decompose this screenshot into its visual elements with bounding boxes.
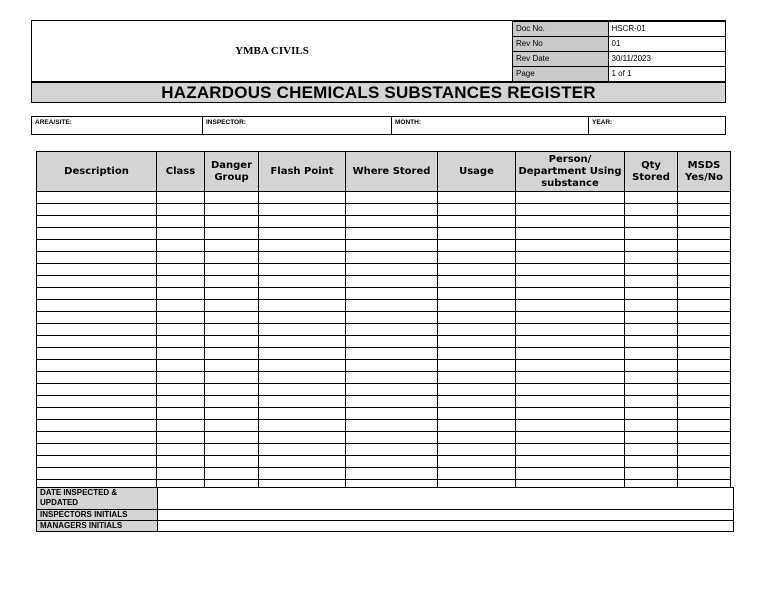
table-cell[interactable] bbox=[438, 312, 516, 324]
signoff-row bbox=[37, 510, 734, 521]
table-cell[interactable] bbox=[346, 336, 438, 348]
table-cell[interactable] bbox=[346, 300, 438, 312]
table-cell[interactable] bbox=[157, 204, 205, 216]
table-cell[interactable] bbox=[205, 372, 259, 384]
table-cell[interactable] bbox=[157, 396, 205, 408]
table-cell[interactable] bbox=[346, 276, 438, 288]
table-cell[interactable] bbox=[625, 240, 678, 252]
table-cell[interactable] bbox=[157, 444, 205, 456]
inspectors-initials-field[interactable] bbox=[158, 510, 734, 521]
table-row bbox=[37, 312, 731, 324]
table-cell[interactable] bbox=[157, 360, 205, 372]
table-row bbox=[37, 468, 731, 480]
table-cell[interactable] bbox=[37, 240, 157, 252]
table-row bbox=[37, 348, 731, 360]
table-cell[interactable] bbox=[516, 444, 625, 456]
table-cell[interactable] bbox=[205, 252, 259, 264]
table-cell[interactable] bbox=[205, 300, 259, 312]
table-cell[interactable] bbox=[438, 468, 516, 480]
table-cell[interactable] bbox=[346, 444, 438, 456]
table-cell[interactable] bbox=[157, 384, 205, 396]
table-cell[interactable] bbox=[346, 432, 438, 444]
table-cell[interactable] bbox=[37, 276, 157, 288]
table-cell[interactable] bbox=[438, 432, 516, 444]
table-cell[interactable] bbox=[516, 252, 625, 264]
table-cell[interactable] bbox=[346, 408, 438, 420]
table-cell[interactable] bbox=[438, 384, 516, 396]
table-cell[interactable] bbox=[625, 312, 678, 324]
table-cell[interactable] bbox=[438, 324, 516, 336]
table-cell[interactable] bbox=[678, 396, 731, 408]
table-cell[interactable] bbox=[516, 360, 625, 372]
table-cell[interactable] bbox=[516, 312, 625, 324]
table-cell[interactable] bbox=[516, 348, 625, 360]
table-cell[interactable] bbox=[625, 396, 678, 408]
table-cell[interactable] bbox=[157, 300, 205, 312]
table-cell[interactable] bbox=[516, 456, 625, 468]
table-cell[interactable] bbox=[346, 372, 438, 384]
table-cell[interactable] bbox=[678, 192, 731, 204]
table-cell[interactable] bbox=[625, 204, 678, 216]
table-cell[interactable] bbox=[516, 264, 625, 276]
table-cell[interactable] bbox=[157, 288, 205, 300]
doc-info-key: Doc No. bbox=[513, 22, 609, 37]
table-cell[interactable] bbox=[157, 372, 205, 384]
table-cell[interactable] bbox=[205, 396, 259, 408]
table-cell[interactable] bbox=[625, 432, 678, 444]
table-cell[interactable] bbox=[438, 372, 516, 384]
table-cell[interactable] bbox=[37, 360, 157, 372]
doc-info-row bbox=[513, 67, 726, 82]
table-cell[interactable] bbox=[678, 300, 731, 312]
table-cell[interactable] bbox=[516, 216, 625, 228]
date-inspected-label: DATE INSPECTED & UPDATED bbox=[37, 488, 158, 510]
table-cell[interactable] bbox=[438, 408, 516, 420]
table-cell[interactable] bbox=[516, 396, 625, 408]
table-row bbox=[37, 408, 731, 420]
table-cell[interactable] bbox=[37, 300, 157, 312]
managers-initials-label: MANAGERS INITIALS bbox=[37, 521, 158, 532]
table-cell[interactable] bbox=[438, 192, 516, 204]
column-header-class: Class bbox=[157, 152, 205, 192]
table-cell[interactable] bbox=[346, 288, 438, 300]
register-table bbox=[36, 151, 731, 492]
signoff-row bbox=[37, 521, 734, 532]
table-cell[interactable] bbox=[346, 264, 438, 276]
table-cell[interactable] bbox=[625, 216, 678, 228]
table-cell[interactable] bbox=[678, 360, 731, 372]
table-cell[interactable] bbox=[205, 336, 259, 348]
table-cell[interactable] bbox=[157, 324, 205, 336]
table-cell[interactable] bbox=[516, 300, 625, 312]
table-cell[interactable] bbox=[157, 192, 205, 204]
table-cell[interactable] bbox=[259, 420, 346, 432]
table-cell[interactable] bbox=[438, 240, 516, 252]
area-site-field[interactable]: AREA/SITE: bbox=[32, 117, 203, 134]
table-cell[interactable] bbox=[346, 204, 438, 216]
table-row bbox=[37, 360, 731, 372]
table-cell[interactable] bbox=[37, 312, 157, 324]
table-cell[interactable] bbox=[259, 468, 346, 480]
column-header-flash-point: Flash Point bbox=[259, 152, 346, 192]
table-cell[interactable] bbox=[37, 468, 157, 480]
table-cell[interactable] bbox=[678, 444, 731, 456]
table-row bbox=[37, 396, 731, 408]
doc-info-key: Rev Date bbox=[513, 52, 609, 67]
table-cell[interactable] bbox=[625, 192, 678, 204]
table-cell[interactable] bbox=[157, 468, 205, 480]
table-cell[interactable] bbox=[259, 216, 346, 228]
document-header bbox=[31, 20, 726, 82]
table-row bbox=[37, 252, 731, 264]
table-cell[interactable] bbox=[259, 408, 346, 420]
table-cell[interactable] bbox=[37, 456, 157, 468]
table-cell[interactable] bbox=[678, 468, 731, 480]
table-cell[interactable] bbox=[37, 264, 157, 276]
table-cell[interactable] bbox=[516, 372, 625, 384]
table-cell[interactable] bbox=[37, 336, 157, 348]
managers-initials-field[interactable] bbox=[158, 521, 734, 532]
column-header-msds: MSDS Yes/No bbox=[678, 152, 731, 192]
table-cell[interactable] bbox=[37, 396, 157, 408]
table-cell[interactable] bbox=[346, 312, 438, 324]
table-cell[interactable] bbox=[346, 240, 438, 252]
table-cell[interactable] bbox=[259, 288, 346, 300]
table-cell[interactable] bbox=[516, 204, 625, 216]
table-cell[interactable] bbox=[678, 204, 731, 216]
table-cell[interactable] bbox=[438, 300, 516, 312]
table-cell[interactable] bbox=[438, 396, 516, 408]
inspection-signoff-table bbox=[36, 487, 734, 532]
table-cell[interactable] bbox=[205, 324, 259, 336]
table-cell[interactable] bbox=[157, 240, 205, 252]
table-cell[interactable] bbox=[157, 264, 205, 276]
table-cell[interactable] bbox=[678, 312, 731, 324]
register-header-row bbox=[37, 152, 731, 192]
year-field[interactable]: YEAR: bbox=[592, 119, 613, 126]
table-cell[interactable] bbox=[516, 276, 625, 288]
table-cell[interactable] bbox=[259, 252, 346, 264]
inspection-info-strip bbox=[31, 116, 726, 135]
table-cell[interactable] bbox=[259, 192, 346, 204]
table-cell[interactable] bbox=[438, 216, 516, 228]
table-cell[interactable] bbox=[205, 432, 259, 444]
table-row bbox=[37, 192, 731, 204]
table-cell[interactable] bbox=[516, 288, 625, 300]
table-cell[interactable] bbox=[625, 444, 678, 456]
table-cell[interactable] bbox=[259, 444, 346, 456]
table-cell[interactable] bbox=[259, 360, 346, 372]
table-cell[interactable] bbox=[625, 420, 678, 432]
table-cell[interactable] bbox=[678, 276, 731, 288]
table-cell[interactable] bbox=[625, 288, 678, 300]
table-cell[interactable] bbox=[678, 456, 731, 468]
table-cell[interactable] bbox=[625, 360, 678, 372]
table-cell[interactable] bbox=[346, 384, 438, 396]
table-cell[interactable] bbox=[438, 420, 516, 432]
table-cell[interactable] bbox=[346, 216, 438, 228]
table-cell[interactable] bbox=[516, 228, 625, 240]
page-title: HAZARDOUS CHEMICALS SUBSTANCES REGISTER bbox=[31, 82, 726, 103]
table-cell[interactable] bbox=[678, 348, 731, 360]
column-header-usage: Usage bbox=[438, 152, 516, 192]
table-row bbox=[37, 228, 731, 240]
table-cell[interactable] bbox=[37, 444, 157, 456]
table-cell[interactable] bbox=[157, 312, 205, 324]
table-cell[interactable] bbox=[625, 384, 678, 396]
table-cell[interactable] bbox=[259, 432, 346, 444]
table-cell[interactable] bbox=[37, 192, 157, 204]
table-cell[interactable] bbox=[438, 204, 516, 216]
table-cell[interactable] bbox=[438, 348, 516, 360]
table-cell[interactable] bbox=[157, 420, 205, 432]
table-cell[interactable] bbox=[259, 384, 346, 396]
date-inspected-field[interactable] bbox=[158, 488, 734, 510]
table-cell[interactable] bbox=[37, 216, 157, 228]
doc-info-value: HSCR-01 bbox=[608, 22, 726, 37]
table-row bbox=[37, 300, 731, 312]
table-cell[interactable] bbox=[37, 288, 157, 300]
column-header-where-stored: Where Stored bbox=[346, 152, 438, 192]
table-cell[interactable] bbox=[438, 252, 516, 264]
table-cell[interactable] bbox=[438, 456, 516, 468]
table-cell[interactable] bbox=[438, 444, 516, 456]
doc-info-key: Rev No bbox=[513, 37, 609, 52]
table-cell[interactable] bbox=[625, 468, 678, 480]
inspector-field[interactable]: INSPECTOR: bbox=[203, 117, 392, 134]
table-cell[interactable] bbox=[259, 240, 346, 252]
table-cell[interactable] bbox=[259, 324, 346, 336]
table-cell[interactable] bbox=[259, 312, 346, 324]
table-cell[interactable] bbox=[37, 348, 157, 360]
table-cell[interactable] bbox=[346, 396, 438, 408]
table-row bbox=[37, 240, 731, 252]
table-cell[interactable] bbox=[205, 312, 259, 324]
table-cell[interactable] bbox=[157, 216, 205, 228]
table-cell[interactable] bbox=[678, 372, 731, 384]
column-header-person-department: Person/ Department Using substance bbox=[516, 152, 625, 192]
doc-info-row bbox=[513, 37, 726, 52]
table-row bbox=[37, 372, 731, 384]
table-cell[interactable] bbox=[346, 348, 438, 360]
table-cell[interactable] bbox=[157, 336, 205, 348]
table-cell[interactable] bbox=[205, 264, 259, 276]
company-name: YMBA CIVILS bbox=[235, 45, 309, 57]
table-cell[interactable] bbox=[438, 288, 516, 300]
table-cell[interactable] bbox=[37, 204, 157, 216]
table-cell[interactable] bbox=[516, 240, 625, 252]
table-cell[interactable] bbox=[346, 192, 438, 204]
table-cell[interactable] bbox=[205, 348, 259, 360]
table-cell[interactable] bbox=[157, 348, 205, 360]
table-cell[interactable] bbox=[678, 216, 731, 228]
table-cell[interactable] bbox=[259, 348, 346, 360]
table-cell[interactable] bbox=[205, 456, 259, 468]
table-cell[interactable] bbox=[37, 372, 157, 384]
table-cell[interactable] bbox=[37, 420, 157, 432]
table-cell[interactable] bbox=[346, 228, 438, 240]
table-cell[interactable] bbox=[678, 432, 731, 444]
table-cell[interactable] bbox=[516, 432, 625, 444]
doc-info-row bbox=[513, 52, 726, 67]
document-control-table bbox=[512, 21, 726, 82]
table-cell[interactable] bbox=[625, 252, 678, 264]
table-cell[interactable] bbox=[259, 456, 346, 468]
table-cell[interactable] bbox=[516, 408, 625, 420]
table-cell[interactable] bbox=[438, 336, 516, 348]
table-cell[interactable] bbox=[516, 420, 625, 432]
table-cell[interactable] bbox=[438, 264, 516, 276]
table-row bbox=[37, 264, 731, 276]
table-cell[interactable] bbox=[625, 336, 678, 348]
doc-info-value: 30/11/2023 bbox=[608, 52, 726, 67]
table-cell[interactable] bbox=[205, 192, 259, 204]
table-cell[interactable] bbox=[625, 264, 678, 276]
table-cell[interactable] bbox=[157, 252, 205, 264]
table-cell[interactable] bbox=[346, 252, 438, 264]
table-cell[interactable] bbox=[516, 336, 625, 348]
table-row bbox=[37, 336, 731, 348]
table-cell[interactable] bbox=[625, 408, 678, 420]
table-cell[interactable] bbox=[157, 456, 205, 468]
table-cell[interactable] bbox=[516, 468, 625, 480]
table-cell[interactable] bbox=[678, 252, 731, 264]
table-cell[interactable] bbox=[678, 408, 731, 420]
table-row bbox=[37, 276, 731, 288]
doc-info-value: 1 of 1 bbox=[608, 67, 726, 82]
table-cell[interactable] bbox=[625, 348, 678, 360]
table-cell[interactable] bbox=[157, 432, 205, 444]
table-row bbox=[37, 432, 731, 444]
table-cell[interactable] bbox=[205, 288, 259, 300]
column-header-danger-group: Danger Group bbox=[205, 152, 259, 192]
table-cell[interactable] bbox=[205, 468, 259, 480]
table-cell[interactable] bbox=[205, 384, 259, 396]
table-cell[interactable] bbox=[516, 384, 625, 396]
table-cell[interactable] bbox=[625, 456, 678, 468]
table-cell[interactable] bbox=[205, 228, 259, 240]
table-cell[interactable] bbox=[259, 300, 346, 312]
table-cell[interactable] bbox=[678, 288, 731, 300]
table-cell[interactable] bbox=[625, 228, 678, 240]
table-cell[interactable] bbox=[37, 384, 157, 396]
table-cell[interactable] bbox=[678, 264, 731, 276]
table-cell[interactable] bbox=[516, 324, 625, 336]
table-cell[interactable] bbox=[157, 228, 205, 240]
table-row bbox=[37, 444, 731, 456]
table-cell[interactable] bbox=[678, 324, 731, 336]
table-cell[interactable] bbox=[346, 360, 438, 372]
doc-info-row bbox=[513, 22, 726, 37]
table-cell[interactable] bbox=[678, 384, 731, 396]
table-cell[interactable] bbox=[205, 408, 259, 420]
inspectors-initials-label: INSPECTORS INITIALS bbox=[37, 510, 158, 521]
table-row bbox=[37, 288, 731, 300]
table-cell[interactable] bbox=[259, 276, 346, 288]
table-cell[interactable] bbox=[346, 456, 438, 468]
table-cell[interactable] bbox=[205, 360, 259, 372]
table-cell[interactable] bbox=[625, 300, 678, 312]
table-cell[interactable] bbox=[259, 264, 346, 276]
table-cell[interactable] bbox=[37, 324, 157, 336]
table-cell[interactable] bbox=[205, 240, 259, 252]
register-body bbox=[37, 192, 731, 492]
table-cell[interactable] bbox=[259, 336, 346, 348]
table-row bbox=[37, 324, 731, 336]
doc-info-key: Page bbox=[513, 67, 609, 82]
table-cell[interactable] bbox=[438, 228, 516, 240]
table-cell[interactable] bbox=[205, 276, 259, 288]
table-cell[interactable] bbox=[205, 216, 259, 228]
month-field[interactable]: MONTH: bbox=[392, 117, 589, 134]
table-cell[interactable] bbox=[259, 372, 346, 384]
table-row bbox=[37, 204, 731, 216]
table-row bbox=[37, 420, 731, 432]
signoff-row bbox=[37, 488, 734, 510]
table-cell[interactable] bbox=[37, 408, 157, 420]
column-header-qty-stored: Qty Stored bbox=[625, 152, 678, 192]
table-cell[interactable] bbox=[678, 336, 731, 348]
table-cell[interactable] bbox=[346, 324, 438, 336]
table-cell[interactable] bbox=[438, 360, 516, 372]
table-cell[interactable] bbox=[157, 276, 205, 288]
table-row bbox=[37, 216, 731, 228]
table-cell[interactable] bbox=[259, 228, 346, 240]
table-cell[interactable] bbox=[37, 252, 157, 264]
column-header-description: Description bbox=[37, 152, 157, 192]
table-row bbox=[37, 384, 731, 396]
table-cell[interactable] bbox=[438, 276, 516, 288]
table-cell[interactable] bbox=[516, 192, 625, 204]
doc-info-value: 01 bbox=[608, 37, 726, 52]
table-cell[interactable] bbox=[37, 432, 157, 444]
table-cell[interactable] bbox=[625, 276, 678, 288]
table-cell[interactable] bbox=[346, 420, 438, 432]
table-cell[interactable] bbox=[157, 408, 205, 420]
table-cell[interactable] bbox=[678, 240, 731, 252]
table-cell[interactable] bbox=[205, 420, 259, 432]
table-cell[interactable] bbox=[625, 372, 678, 384]
table-row bbox=[37, 456, 731, 468]
table-cell[interactable] bbox=[625, 324, 678, 336]
table-cell[interactable] bbox=[37, 228, 157, 240]
table-cell[interactable] bbox=[678, 420, 731, 432]
table-cell[interactable] bbox=[259, 204, 346, 216]
table-cell[interactable] bbox=[346, 468, 438, 480]
table-cell[interactable] bbox=[205, 204, 259, 216]
table-cell[interactable] bbox=[205, 444, 259, 456]
table-cell[interactable] bbox=[259, 396, 346, 408]
table-cell[interactable] bbox=[678, 228, 731, 240]
